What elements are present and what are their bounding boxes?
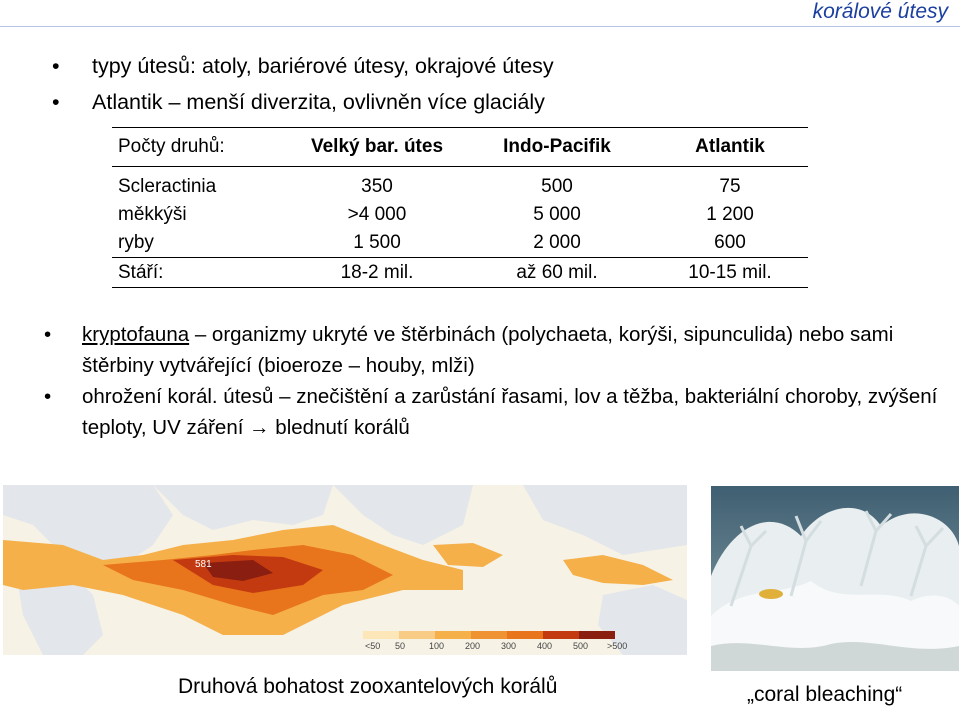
table-cell: ryby bbox=[118, 232, 154, 253]
table-cell: 350 bbox=[361, 176, 393, 197]
legend-label: 500 bbox=[573, 641, 589, 651]
table-cell: 75 bbox=[719, 176, 741, 197]
legend-label: 50 bbox=[395, 641, 406, 651]
table-cell: 1 500 bbox=[353, 232, 401, 253]
coral-diversity-map bbox=[3, 485, 687, 655]
table-cell: >4 000 bbox=[347, 204, 407, 225]
bullet-text: Atlantik – menší diverzita, ovlivněn více glaciály bbox=[92, 90, 545, 114]
legend-label: 300 bbox=[501, 641, 517, 651]
table-row bbox=[112, 201, 808, 229]
bullet-text: typy útesů: atoly, bariérové útesy, okrajové útesy bbox=[92, 54, 554, 78]
photo-graphic bbox=[711, 486, 959, 671]
column-header: Atlantik bbox=[652, 128, 808, 167]
table-cell: až 60 mil. bbox=[462, 258, 652, 288]
legend-label: 100 bbox=[429, 641, 445, 651]
list-item bbox=[44, 319, 944, 381]
map-peak-label: 581 bbox=[195, 559, 212, 570]
column-header: Indo-Pacifik bbox=[462, 128, 652, 167]
table-cell: Scleractinia bbox=[118, 176, 217, 197]
map-graphic bbox=[3, 485, 687, 655]
legend-label: 400 bbox=[537, 641, 553, 651]
table-cell: 1 200 bbox=[706, 204, 754, 225]
list-item bbox=[44, 381, 944, 443]
table-cell: 600 bbox=[714, 232, 746, 253]
table-cell: 2 000 bbox=[533, 232, 581, 253]
bullet-text: – organizmy ukryté ve štěrbinách (polychaeta, korýši, sipunculida) nebo sami štěrbiny vytvářející (bioeroze – houby, mlži) bbox=[82, 323, 894, 377]
column-header: Velký bar. útes bbox=[292, 128, 462, 167]
list-item bbox=[52, 84, 554, 120]
coral-bleaching-photo bbox=[711, 486, 959, 671]
bullet-icon: • bbox=[52, 54, 60, 78]
photo-caption: „coral bleaching“ bbox=[747, 683, 903, 706]
table-cell: 500 bbox=[541, 176, 573, 197]
bullet-icon: • bbox=[44, 323, 52, 346]
header-divider bbox=[0, 26, 960, 27]
legend-label: 200 bbox=[465, 641, 481, 651]
bullet-icon: • bbox=[52, 90, 60, 114]
bullet-text: ohrožení korál. útesů – znečištění a zarůstání řasami, lov a těžba, bakteriální choroby, zvýšení teploty, UV záření → blednutí korálů bbox=[82, 385, 938, 439]
list-item bbox=[52, 48, 554, 84]
bullet-icon: • bbox=[44, 385, 52, 408]
table-cell: měkkýši bbox=[118, 204, 187, 225]
table-cell: 10-15 mil. bbox=[652, 258, 808, 288]
legend-label: <50 bbox=[365, 641, 381, 651]
kryptofauna-term: kryptofauna bbox=[82, 323, 190, 346]
table-row-age bbox=[112, 258, 808, 288]
column-header: Počty druhů: bbox=[112, 128, 292, 167]
table-header-row bbox=[112, 128, 808, 167]
table-row bbox=[112, 167, 808, 202]
legend-label: >500 bbox=[607, 641, 628, 651]
map-caption: Druhová bohatost zooxantelových korálů bbox=[178, 675, 558, 698]
top-bullet-list bbox=[52, 48, 554, 120]
table-cell: 18-2 mil. bbox=[292, 258, 462, 288]
species-table bbox=[112, 127, 808, 288]
slide-title: korálové útesy bbox=[812, 0, 948, 23]
bottom-bullet-list bbox=[44, 319, 944, 443]
table-cell: Stáří: bbox=[112, 258, 292, 288]
table-cell: 5 000 bbox=[533, 204, 581, 225]
table-row bbox=[112, 229, 808, 258]
